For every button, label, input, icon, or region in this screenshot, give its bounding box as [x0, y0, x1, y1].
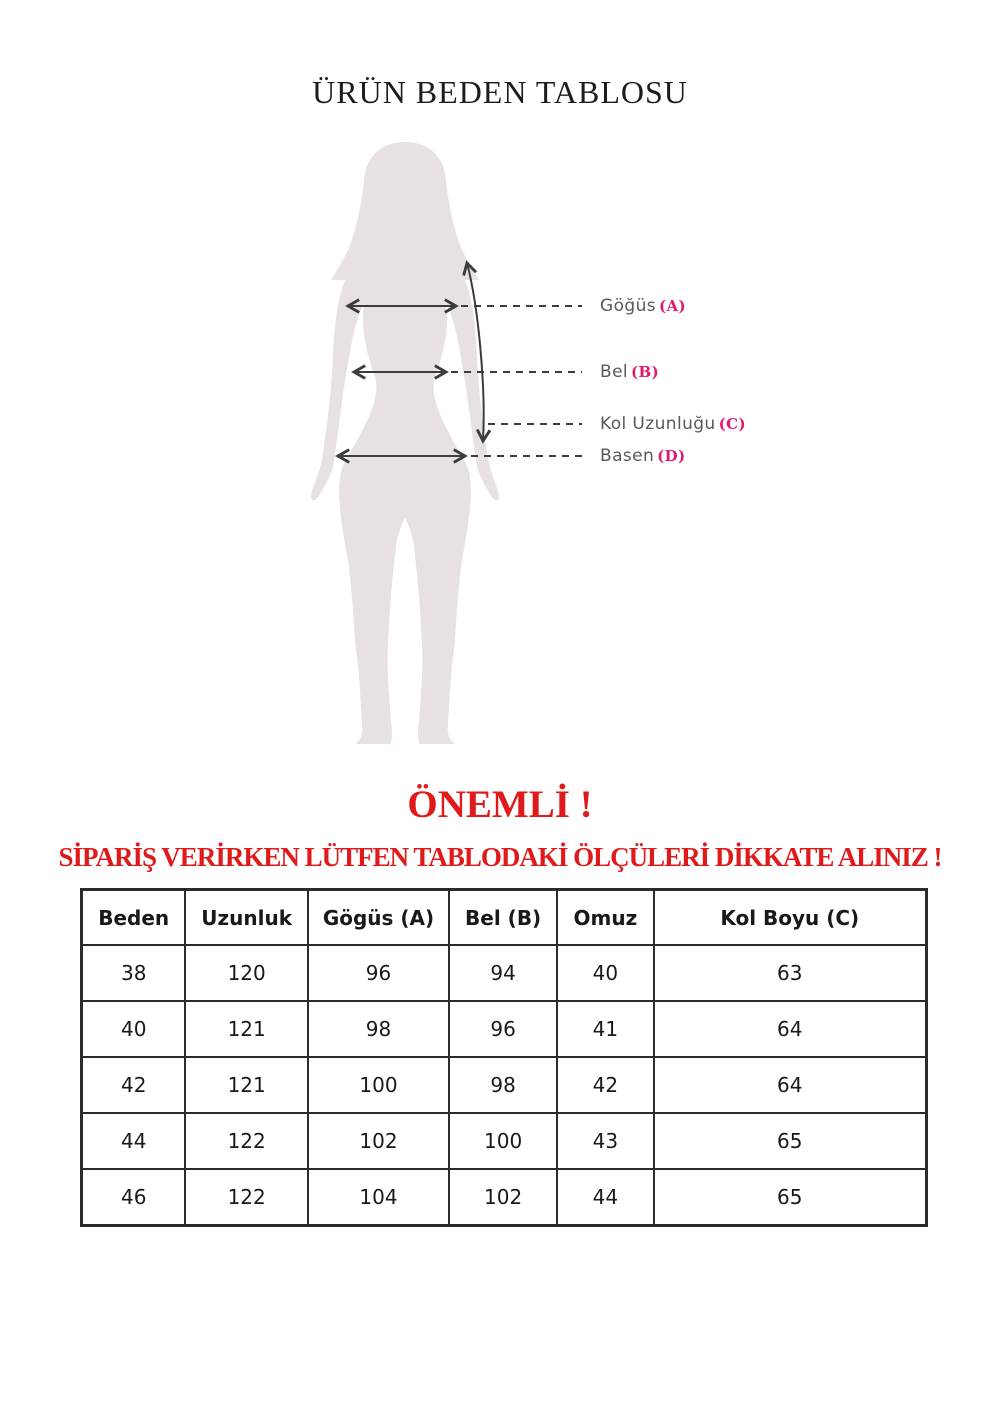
table-cell: 41 [557, 1001, 653, 1057]
size-table-header-cell: Omuz [557, 890, 653, 946]
table-cell: 46 [82, 1169, 186, 1226]
size-table-header-cell: Beden [82, 890, 186, 946]
measurement-marker: (B) [631, 363, 660, 381]
table-cell: 96 [308, 945, 449, 1001]
table-cell: 98 [308, 1001, 449, 1057]
size-table-header-row [82, 890, 927, 946]
table-cell: 40 [557, 945, 653, 1001]
table-cell: 121 [185, 1001, 308, 1057]
table-cell: 44 [82, 1113, 186, 1169]
size-table-body [82, 945, 927, 1226]
measurement-label-chest [600, 296, 686, 316]
page-title: ÜRÜN BEDEN TABLOSU [312, 74, 688, 110]
measurement-label-waist [600, 362, 659, 382]
measurement-marker: (D) [657, 447, 686, 465]
size-table [80, 888, 928, 1227]
important-heading: ÖNEMLİ ! [407, 783, 593, 826]
table-cell: 65 [654, 1113, 927, 1169]
table-cell: 94 [449, 945, 557, 1001]
measurement-marker: (A) [659, 297, 687, 315]
table-cell: 65 [654, 1169, 927, 1226]
size-table-header-cell: Kol Boyu (C) [654, 890, 927, 946]
table-cell: 43 [557, 1113, 653, 1169]
table-cell: 122 [185, 1113, 308, 1169]
table-cell: 104 [308, 1169, 449, 1226]
table-cell: 100 [449, 1113, 557, 1169]
table-cell: 98 [449, 1057, 557, 1113]
table-cell: 102 [308, 1113, 449, 1169]
measurement-label-hips [600, 446, 686, 466]
table-cell: 42 [82, 1057, 186, 1113]
size-table-header-cell: Uzunluk [185, 890, 308, 946]
size-table-header-cell: Gögüs (A) [308, 890, 449, 946]
table-row [82, 1001, 927, 1057]
measurement-name: Kol Uzunluğu [600, 414, 716, 434]
body-silhouette [311, 142, 499, 744]
table-cell: 102 [449, 1169, 557, 1226]
table-cell: 100 [308, 1057, 449, 1113]
measurement-name: Basen [600, 446, 655, 466]
measurement-name: Bel [600, 362, 629, 382]
table-cell: 38 [82, 945, 186, 1001]
size-table-header-cell: Bel (B) [449, 890, 557, 946]
table-row [82, 1113, 927, 1169]
table-cell: 122 [185, 1169, 308, 1226]
table-cell: 64 [654, 1057, 927, 1113]
table-row [82, 945, 927, 1001]
measurement-label-arm-length [600, 414, 746, 434]
table-cell: 64 [654, 1001, 927, 1057]
table-cell: 44 [557, 1169, 653, 1226]
table-cell: 40 [82, 1001, 186, 1057]
body-silhouette-graphic [280, 140, 780, 772]
table-row [82, 1057, 927, 1113]
table-cell: 63 [654, 945, 927, 1001]
measurement-marker: (C) [718, 415, 746, 433]
size-diagram [280, 140, 780, 772]
measurement-name: Göğüs [600, 296, 656, 316]
order-warning-text: SİPARİŞ VERİRKEN LÜTFEN TABLODAKİ ÖLÇÜLERİ DİKKATE ALINIZ ! [58, 842, 942, 872]
table-cell: 120 [185, 945, 308, 1001]
table-cell: 96 [449, 1001, 557, 1057]
table-cell: 42 [557, 1057, 653, 1113]
table-row [82, 1169, 927, 1226]
table-cell: 121 [185, 1057, 308, 1113]
